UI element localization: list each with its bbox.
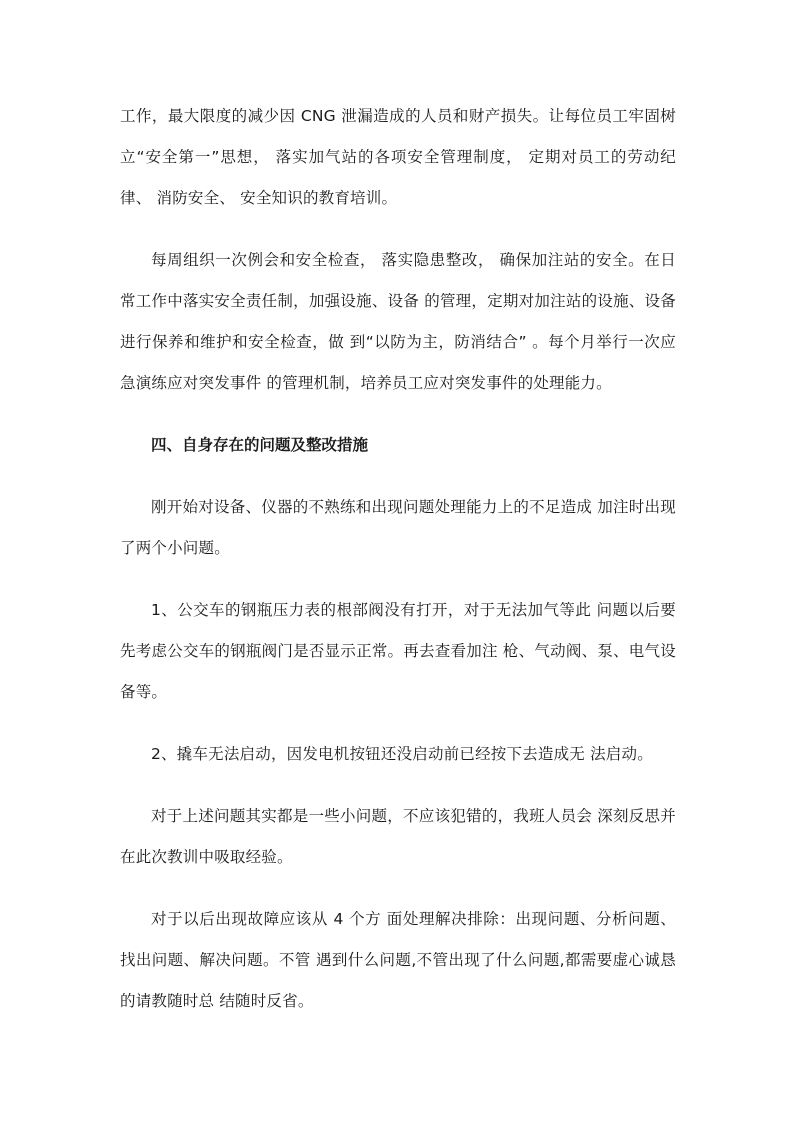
paragraph-safety-training: 工作，最大限度的减少因 CNG 泄漏造成的人员和财产损失。让每位员工牢固树立“安全第一”思想， 落实加气站的各项安全管理制度， 定期对员工的劳动纪律、 消防安全、 安全知识的教育培训。 xyxy=(120,107,676,207)
document-page xyxy=(120,96,676,1043)
section-heading: 四、自身存在的问题及整改措施 xyxy=(151,436,369,454)
paragraph-problems-intro: 刚开始对设备、仪器的不熟练和出现问题处理能力上的不足造成 加注时出现了两个小问题。 xyxy=(120,498,676,557)
paragraph-weekly-inspection: 每周组织一次例会和安全检查， 落实隐患整改， 确保加注站的安全。在日常工作中落实安全责任制，加强设施、设备 的管理，定期对加注站的设施、设备进行保养和维护和安全检查，做 到“以防为主，防消结合” 。每个月举行一次应急演练应对突发事件 的管理机制，培养员工应对突发事件的处理能力。 xyxy=(120,251,676,392)
paragraph-problem-2: 2、撬车无法启动，因发电机按钮还没启动前已经按下去造成无 法启动。 xyxy=(151,745,653,763)
paragraph-problem-1: 1、公交车的钢瓶压力表的根部阀没有打开，对于无法加气等此 问题以后要先考虑公交车的钢瓶阀门是否显示正常。再去查看加注 枪、气动阀、泵、电气设备等。 xyxy=(120,601,676,701)
paragraph-reflection: 对于上述问题其实都是一些小问题，不应该犯错的，我班人员会 深刻反思并在此次教训中吸取经验。 xyxy=(120,807,676,866)
paragraph-future-handling: 对于以后出现故障应该从 4 个方 面处理解决排除：出现问题、分析问题、找出问题、解决问题。不管 遇到什么问题,不管出现了什么问题,都需要虚心诚恳的请教随时总 结随时反省。 xyxy=(120,910,676,1010)
